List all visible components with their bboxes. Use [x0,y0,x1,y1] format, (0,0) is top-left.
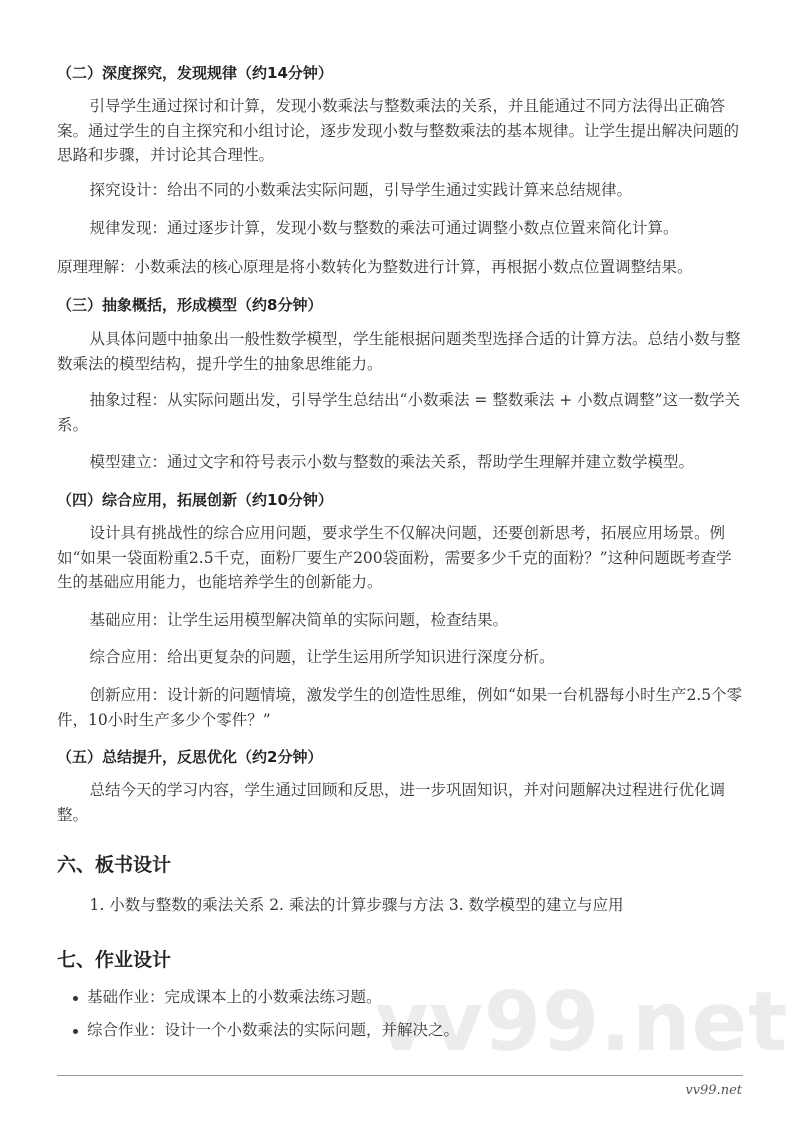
paragraph: 原理理解：小数乘法的核心原理是将小数转化为整数进行计算，再根据小数点位置调整结果。 [57,258,693,276]
bullet-icon [73,1029,78,1034]
chapter-heading: 六、板书设计 [57,854,172,876]
section-heading: （三）抽象概括，形成模型（约8分钟） [57,296,323,314]
bullet-item [73,1018,459,1042]
watermark: vv99.net [375,975,789,1070]
bullet-icon [73,996,78,1001]
section-heading: （四）综合应用，拓展创新（约10分钟） [57,491,333,509]
board-design-list: 1. 小数与整数的乘法关系 2. 乘法的计算步骤与方法 3. 数学模型的建立与应用 [89,896,624,914]
bullet-text: 综合作业：设计一个小数乘法的实际问题，并解决之。 [87,1021,460,1039]
paragraph: 抽象过程：从实际问题出发，引导学生总结出“小数乘法 = 整数乘法 + 小数点调整”这一数学关系。 [57,391,741,434]
paragraph: 从具体问题中抽象出一般性数学模型，学生能根据问题类型选择合适的计算方法。总结小数与整数乘法的模型结构，提升学生的抽象思维能力。 [57,330,741,373]
paragraph: 综合应用：给出更复杂的问题，让学生运用所学知识进行深度分析。 [89,648,555,666]
chapter-heading: 七、作业设计 [57,949,172,971]
paragraph: 模型建立：通过文字和符号表示小数与整数的乘法关系，帮助学生理解并建立数学模型。 [89,453,695,471]
paragraph: 探究设计：给出不同的小数乘法实际问题，引导学生通过实践计算来总结规律。 [89,181,633,199]
paragraph: 引导学生通过探讨和计算，发现小数乘法与整数乘法的关系，并且能通过不同方法得出正确答案。通过学生的自主探究和小组讨论，逐步发现小数与整数乘法的基本规律。让学生提出解决问题的思路和步骤，并讨论其合理性。 [57,97,740,164]
footer-text: vv99.net [685,1083,742,1098]
paragraph: 基础应用：让学生运用模型解决简单的实际问题，检查结果。 [89,611,509,629]
section-heading: （五）总结提升，反思优化（约2分钟） [57,748,323,766]
bullet-text: 基础作业：完成课本上的小数乘法练习题。 [87,988,382,1006]
paragraph: 设计具有挑战性的综合应用问题，要求学生不仅解决问题，还要创新思考，拓展应用场景。例如“如果一袋面粉重2.5千克，面粉厂要生产200袋面粉，需要多少千克的面粉？”这种问题既考查学生的基础应用能力，也能培养学生的创新能力。 [57,524,732,591]
footer-divider [57,1075,743,1076]
section-heading: （二）深度探究，发现规律（约14分钟） [57,64,333,82]
bullet-item [73,985,382,1009]
paragraph: 规律发现：通过逐步计算，发现小数与整数的乘法可通过调整小数点位置来简化计算。 [89,219,679,237]
paragraph: 总结今天的学习内容，学生通过回顾和反思，进一步巩固知识，并对问题解决过程进行优化调整。 [57,781,726,824]
paragraph: 创新应用：设计新的问题情境，激发学生的创造性思维，例如“如果一台机器每小时生产2.5个零件，10小时生产多少个零件？” [57,686,743,729]
